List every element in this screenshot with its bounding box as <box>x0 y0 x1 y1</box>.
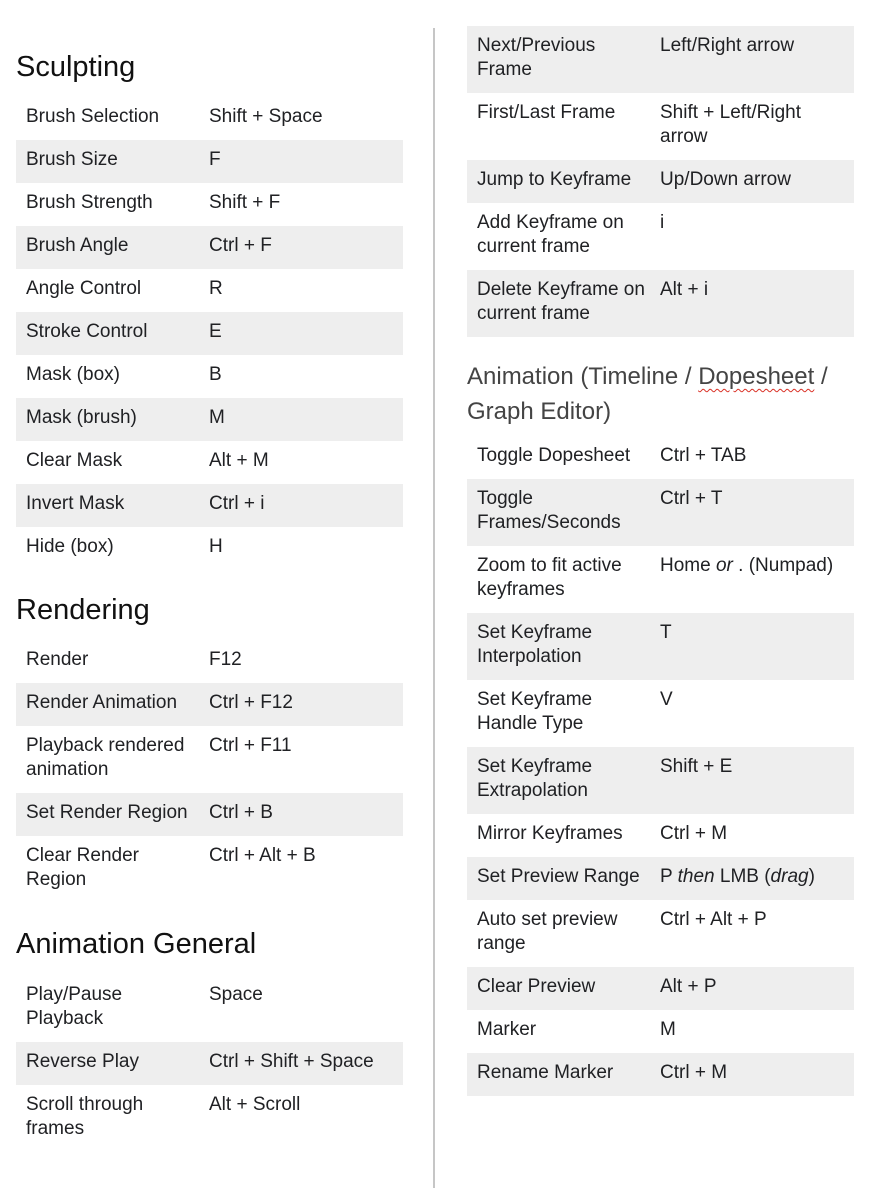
action-label: Set Render Region <box>26 802 188 823</box>
shortcut-key: Ctrl + Alt + P <box>660 909 767 930</box>
table-row <box>16 726 403 793</box>
action-label: Stroke Control <box>26 321 148 342</box>
action-label: Brush Strength <box>26 192 153 213</box>
table-row <box>467 857 854 900</box>
shortcut-key: Ctrl + TAB <box>660 445 747 466</box>
table-row <box>467 203 854 270</box>
shortcut-key <box>660 546 854 613</box>
table-row <box>16 1042 403 1085</box>
shortcut-key: Ctrl + B <box>209 802 273 823</box>
shortcut-key <box>660 857 854 900</box>
section-title-sculpting: Sculpting <box>16 51 136 83</box>
action-label: Set Preview Range <box>477 866 640 887</box>
column-divider <box>433 28 435 1188</box>
action-label: Invert Mask <box>26 493 125 514</box>
action-label: Clear Mask <box>26 450 123 471</box>
table-row <box>467 270 854 337</box>
key-text: Home <box>660 555 716 576</box>
action-label: Auto set preview range <box>477 909 618 954</box>
key-emphasis: drag <box>770 866 809 887</box>
action-label: First/Last Frame <box>477 102 616 123</box>
action-label: Render <box>26 649 89 670</box>
table-row <box>16 1085 403 1152</box>
key-text: LMB ( <box>714 866 771 887</box>
action-label: Brush Size <box>26 149 118 170</box>
table-row <box>467 747 854 814</box>
table-row <box>467 900 854 967</box>
action-label: Brush Angle <box>26 235 129 256</box>
key-emphasis: then <box>677 866 715 887</box>
table-row <box>467 546 854 613</box>
shortcut-key: i <box>660 212 665 233</box>
shortcut-key: H <box>209 536 223 557</box>
table-row <box>467 1010 854 1053</box>
shortcut-key: Ctrl + F12 <box>209 692 293 713</box>
action-label: Rename Marker <box>477 1062 614 1083</box>
action-label: Zoom to fit active keyframes <box>477 555 622 600</box>
shortcut-key: Ctrl + F <box>209 235 272 256</box>
shortcut-key: Ctrl + Alt + B <box>209 845 316 866</box>
shortcut-key: Shift + Space <box>209 106 323 127</box>
table-row <box>16 269 403 312</box>
table-row <box>467 436 854 479</box>
shortcut-key: Ctrl + F11 <box>209 735 292 756</box>
table-row <box>16 226 403 269</box>
shortcut-key: Ctrl + T <box>660 488 723 509</box>
key-text: . (Numpad) <box>732 555 834 576</box>
sculpting-shortcuts-table <box>16 97 403 570</box>
shortcut-key: M <box>209 407 225 428</box>
action-label: Set Keyframe Extrapolation <box>477 756 593 801</box>
shortcut-key: Alt + i <box>660 279 709 300</box>
action-label: Toggle Frames/Seconds <box>477 488 621 533</box>
spellcheck-word: Dopesheet <box>698 363 815 390</box>
table-row <box>16 355 403 398</box>
animation-timeline-shortcuts-table <box>467 436 854 1096</box>
action-label: Reverse Play <box>26 1051 139 1072</box>
table-row <box>16 683 403 726</box>
table-row <box>16 97 403 140</box>
shortcut-key: Ctrl + M <box>660 823 728 844</box>
table-row <box>467 680 854 747</box>
shortcut-key: F12 <box>209 649 242 670</box>
animation-general-shortcuts-table <box>16 975 403 1152</box>
shortcut-key: B <box>209 364 222 385</box>
section-title-animation-general: Animation General <box>16 928 257 960</box>
action-label: Mirror Keyframes <box>477 823 623 844</box>
shortcut-key: Ctrl + Shift + Space <box>209 1051 374 1072</box>
action-label: Brush Selection <box>26 106 160 127</box>
shortcut-key: Space <box>209 984 263 1005</box>
action-label: Mask (box) <box>26 364 120 385</box>
action-label: Add Keyframe on current frame <box>477 212 624 257</box>
shortcut-key: R <box>209 278 223 299</box>
table-row <box>16 793 403 836</box>
table-row <box>467 1053 854 1096</box>
action-label: Set Keyframe Handle Type <box>477 689 593 734</box>
table-row <box>16 484 403 527</box>
action-label: Clear Preview <box>477 976 596 997</box>
shortcut-key: Ctrl + M <box>660 1062 728 1083</box>
key-text: ) <box>808 866 815 887</box>
shortcut-key: Shift + Left/Right arrow <box>660 102 801 147</box>
action-label: Marker <box>477 1019 537 1040</box>
table-row <box>16 441 403 484</box>
action-label: Angle Control <box>26 278 142 299</box>
action-label: Render Animation <box>26 692 178 713</box>
table-row <box>467 613 854 680</box>
table-row <box>467 160 854 203</box>
table-row <box>467 479 854 546</box>
shortcut-key: Alt + P <box>660 976 717 997</box>
table-row <box>16 640 403 683</box>
action-label: Set Keyframe Interpolation <box>477 622 593 667</box>
table-row <box>467 93 854 160</box>
shortcut-key: T <box>660 622 672 643</box>
shortcut-key: Alt + M <box>209 450 269 471</box>
frame-navigation-shortcuts-table <box>467 26 854 337</box>
key-text: P <box>660 866 678 887</box>
table-row <box>467 26 854 93</box>
title-part: / Graph Editor) <box>467 363 828 425</box>
table-row <box>16 312 403 355</box>
action-label: Play/Pause Playback <box>26 984 123 1029</box>
action-label: Delete Keyframe on current frame <box>477 279 645 324</box>
shortcut-key: Alt + Scroll <box>209 1094 301 1115</box>
shortcut-key: Up/Down arrow <box>660 169 791 190</box>
table-row <box>16 398 403 441</box>
title-part: Animation (Timeline / <box>467 363 699 390</box>
action-label: Playback rendered animation <box>26 735 185 780</box>
action-label: Jump to Keyframe <box>477 169 632 190</box>
action-label: Clear Render Region <box>26 845 139 890</box>
rendering-shortcuts-table <box>16 640 403 903</box>
table-row <box>467 814 854 857</box>
key-emphasis: or <box>715 555 733 576</box>
shortcut-key: F <box>209 149 221 170</box>
section-title-rendering: Rendering <box>16 594 150 626</box>
shortcut-key: M <box>660 1019 676 1040</box>
table-row <box>16 140 403 183</box>
shortcut-key: V <box>660 689 673 710</box>
shortcut-key: Left/Right arrow <box>660 35 795 56</box>
shortcut-key: Ctrl + i <box>209 493 265 514</box>
table-row <box>16 836 403 903</box>
action-label: Toggle Dopesheet <box>477 445 631 466</box>
table-row <box>16 183 403 226</box>
table-row <box>16 527 403 570</box>
action-label: Next/Previous Frame <box>477 35 596 80</box>
table-row <box>16 975 403 1042</box>
shortcut-key: Shift + E <box>660 756 733 777</box>
section-title-animation-timeline <box>467 359 854 429</box>
action-label: Hide (box) <box>26 536 114 557</box>
action-label: Scroll through frames <box>26 1094 144 1139</box>
shortcut-key: Shift + F <box>209 192 281 213</box>
action-label: Mask (brush) <box>26 407 137 428</box>
shortcut-key: E <box>209 321 222 342</box>
table-row <box>467 967 854 1010</box>
